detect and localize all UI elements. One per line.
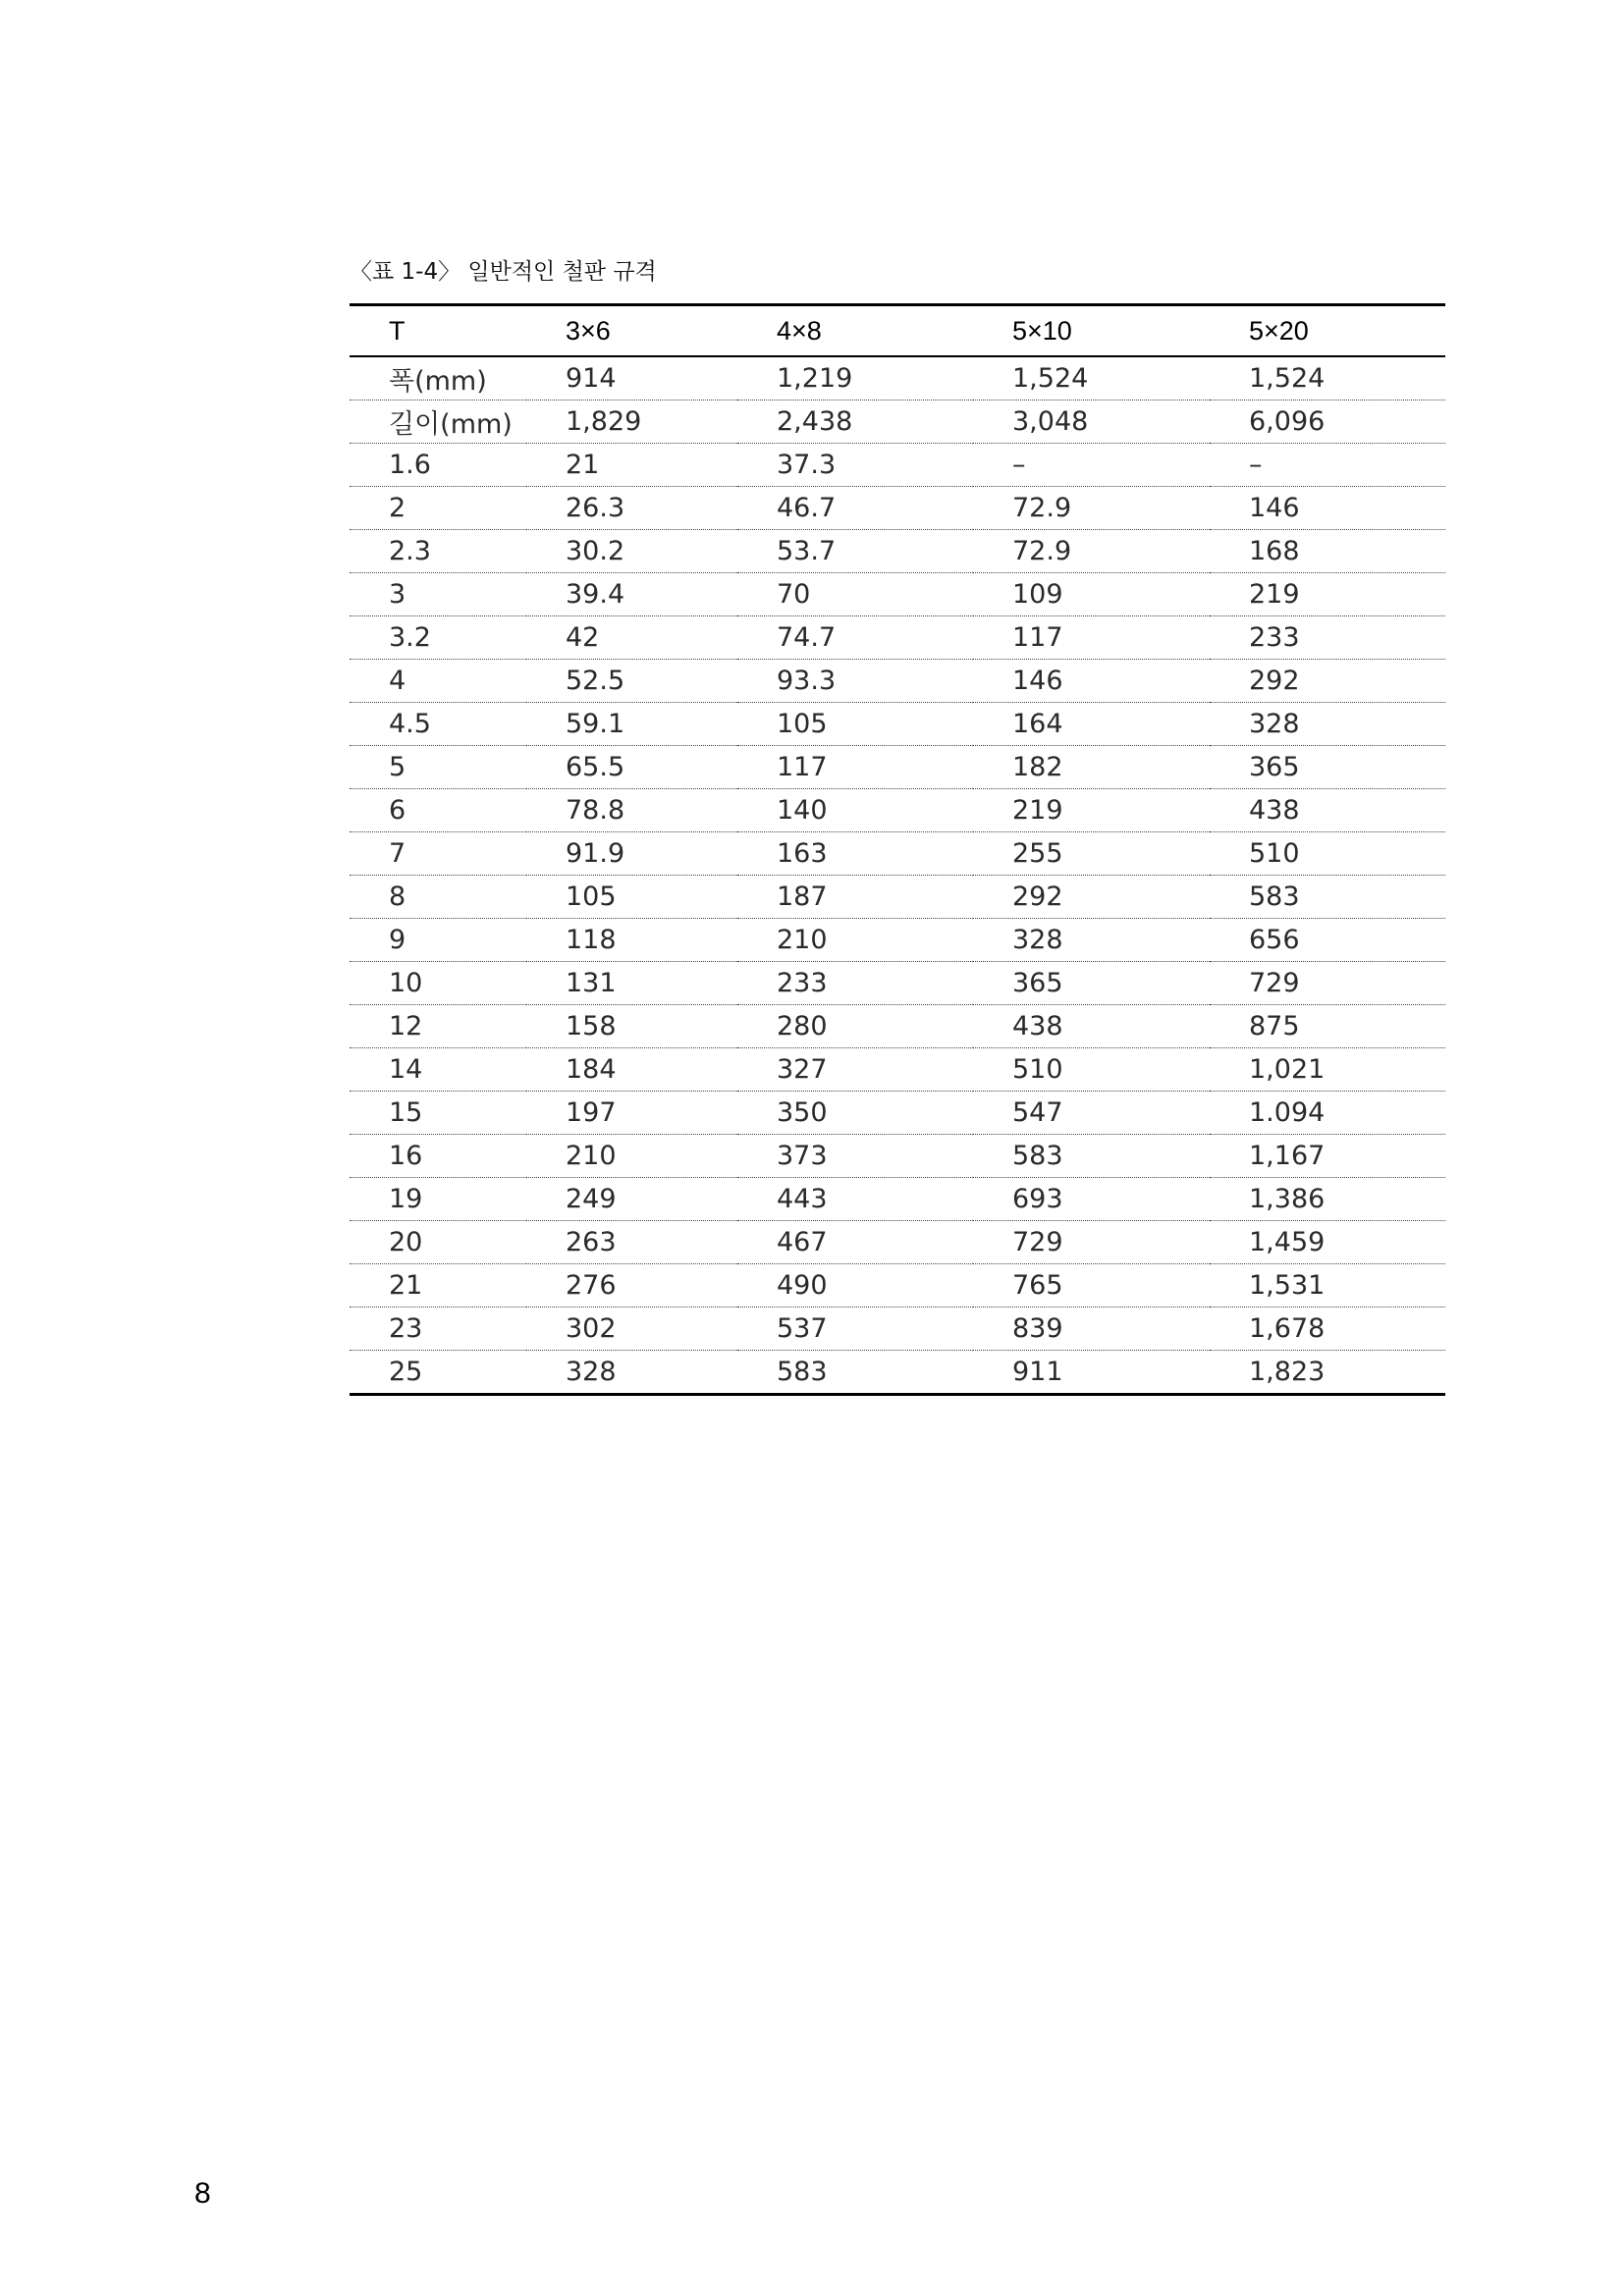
row-label-cell: 9 [389, 925, 406, 955]
row-label-cell: 5 [389, 752, 406, 782]
table-header-row [350, 305, 1445, 357]
table-cell: 276 [566, 1270, 617, 1301]
column-header: 4×8 [777, 315, 822, 346]
table-cell: 1,167 [1249, 1141, 1326, 1171]
table-cell: 365 [1249, 752, 1300, 782]
table-cell: 72.9 [1012, 536, 1072, 566]
table-cell: 91.9 [566, 838, 625, 869]
table-cell: 219 [1249, 579, 1300, 610]
row-label-cell: 21 [389, 1270, 423, 1301]
table-cell: 350 [777, 1097, 828, 1128]
table-row [350, 703, 1445, 746]
table-cell: 117 [1012, 622, 1063, 653]
table-row [350, 444, 1445, 487]
column-header: 5×20 [1249, 315, 1309, 346]
table-cell: 1,524 [1012, 363, 1089, 394]
table-cell: 1,219 [777, 363, 853, 394]
table-cell: 583 [1249, 881, 1300, 912]
table-cell: 93.3 [777, 666, 837, 696]
table-cell: 1,386 [1249, 1184, 1326, 1214]
column-header: T [389, 315, 406, 346]
column-header: 5×10 [1012, 315, 1072, 346]
row-label-cell: 4.5 [389, 709, 431, 739]
table-cell: 292 [1249, 666, 1300, 696]
table-cell: 70 [777, 579, 811, 610]
table-cell: 365 [1012, 968, 1063, 998]
table-cell: 1,829 [566, 406, 642, 437]
table-cell: 328 [1249, 709, 1300, 739]
table-cell: 131 [566, 968, 617, 998]
row-label-cell: 16 [389, 1141, 423, 1171]
table-row [350, 1048, 1445, 1092]
row-label-cell: 19 [389, 1184, 423, 1214]
row-label-cell: 4 [389, 666, 406, 696]
table-cell: 105 [777, 709, 828, 739]
row-label-cell: 15 [389, 1097, 423, 1128]
table-cell: 26.3 [566, 493, 625, 523]
page-number: 8 [194, 2177, 211, 2210]
table-cell: 72.9 [1012, 493, 1072, 523]
table-cell: 219 [1012, 795, 1063, 826]
table-cell: 164 [1012, 709, 1063, 739]
table-cell: 328 [566, 1357, 617, 1387]
table-cell: 249 [566, 1184, 617, 1214]
table-cell: 6,096 [1249, 406, 1326, 437]
table-cell: 2,438 [777, 406, 853, 437]
row-label-cell: 3.2 [389, 622, 431, 653]
table-cell: 729 [1249, 968, 1300, 998]
table-cell: 197 [566, 1097, 617, 1128]
table-cell: 158 [566, 1011, 617, 1041]
table-cell: 583 [1012, 1141, 1063, 1171]
table-cell: 280 [777, 1011, 828, 1041]
table-row [350, 876, 1445, 919]
table-cell: – [1249, 450, 1263, 480]
table-cell: 914 [566, 363, 617, 394]
table-cell: 292 [1012, 881, 1063, 912]
table-caption: 〈표 1-4〉 일반적인 철판 규격 [350, 259, 657, 285]
table-cell: 1,678 [1249, 1313, 1326, 1344]
row-label-cell: 1.6 [389, 450, 431, 480]
table-row [350, 746, 1445, 789]
table-row [350, 832, 1445, 876]
table-cell: 467 [777, 1227, 828, 1257]
row-label-cell: 길이(mm) [389, 409, 513, 440]
table-cell: 729 [1012, 1227, 1063, 1257]
table-cell: 78.8 [566, 795, 625, 826]
column-header: 3×6 [566, 315, 611, 346]
table-row [350, 356, 1445, 400]
table-cell: 74.7 [777, 622, 837, 653]
table-cell: 42 [566, 622, 600, 653]
table-cell: 911 [1012, 1357, 1063, 1387]
table-row [350, 1092, 1445, 1135]
table-cell: 21 [566, 450, 600, 480]
row-label-cell: 25 [389, 1357, 423, 1387]
table-row [350, 616, 1445, 660]
table-cell: 875 [1249, 1011, 1300, 1041]
row-label-cell: 7 [389, 838, 406, 869]
row-label-cell: 8 [389, 881, 406, 912]
table-cell: 53.7 [777, 536, 837, 566]
table-row [350, 573, 1445, 616]
table-cell: 490 [777, 1270, 828, 1301]
table-cell: 117 [777, 752, 828, 782]
table-cell: 1,459 [1249, 1227, 1326, 1257]
table-cell: 118 [566, 925, 617, 955]
table-cell: 168 [1249, 536, 1300, 566]
table-cell: 65.5 [566, 752, 625, 782]
table-cell: 146 [1012, 666, 1063, 696]
table-cell: 233 [1249, 622, 1300, 653]
steel-plate-spec-table [350, 303, 1445, 1396]
table-cell: 510 [1249, 838, 1300, 869]
table-cell: 1,531 [1249, 1270, 1326, 1301]
table-cell: 59.1 [566, 709, 625, 739]
table-row [350, 1221, 1445, 1264]
table-cell: 302 [566, 1313, 617, 1344]
table-cell: 1.094 [1249, 1097, 1326, 1128]
table-cell: 537 [777, 1313, 828, 1344]
row-label-cell: 14 [389, 1054, 423, 1085]
table-cell: 39.4 [566, 579, 625, 610]
table-cell: 510 [1012, 1054, 1063, 1085]
table-cell: 163 [777, 838, 828, 869]
row-label-cell: 2 [389, 493, 406, 523]
table-cell: 255 [1012, 838, 1063, 869]
table-cell: 443 [777, 1184, 828, 1214]
row-label-cell: 12 [389, 1011, 423, 1041]
table-cell: 327 [777, 1054, 828, 1085]
table-cell: 765 [1012, 1270, 1063, 1301]
table-cell: – [1012, 450, 1026, 480]
table-row [350, 487, 1445, 530]
table-row [350, 530, 1445, 573]
table-cell: 438 [1249, 795, 1300, 826]
table-cell: 146 [1249, 493, 1300, 523]
table-cell: 1,021 [1249, 1054, 1326, 1085]
table-cell: 1,823 [1249, 1357, 1326, 1387]
row-label-cell: 2.3 [389, 536, 431, 566]
row-label-cell: 폭(mm) [389, 366, 487, 397]
row-label-cell: 3 [389, 579, 406, 610]
table-cell: 263 [566, 1227, 617, 1257]
table-cell: 46.7 [777, 493, 837, 523]
table-cell: 547 [1012, 1097, 1063, 1128]
table-cell: 839 [1012, 1313, 1063, 1344]
table-cell: 52.5 [566, 666, 625, 696]
table-row [350, 1351, 1445, 1395]
table-cell: 3,048 [1012, 406, 1089, 437]
table-cell: 373 [777, 1141, 828, 1171]
table-cell: 187 [777, 881, 828, 912]
table-row [350, 1178, 1445, 1221]
table-cell: 140 [777, 795, 828, 826]
table-cell: 656 [1249, 925, 1300, 955]
table-row [350, 1308, 1445, 1351]
table-cell: 182 [1012, 752, 1063, 782]
steel-plate-spec-table-container [350, 303, 1445, 1396]
table-row [350, 962, 1445, 1005]
table-cell: 109 [1012, 579, 1063, 610]
table-body [350, 356, 1445, 1395]
table-cell: 105 [566, 881, 617, 912]
table-row [350, 1135, 1445, 1178]
table-row [350, 1005, 1445, 1048]
table-cell: 233 [777, 968, 828, 998]
table-row [350, 789, 1445, 832]
table-cell: 37.3 [777, 450, 837, 480]
row-label-cell: 23 [389, 1313, 423, 1344]
table-row [350, 919, 1445, 962]
table-row [350, 660, 1445, 703]
table-cell: 583 [777, 1357, 828, 1387]
table-cell: 693 [1012, 1184, 1063, 1214]
row-label-cell: 6 [389, 795, 406, 826]
table-cell: 1,524 [1249, 363, 1326, 394]
row-label-cell: 10 [389, 968, 423, 998]
table-cell: 30.2 [566, 536, 625, 566]
table-cell: 184 [566, 1054, 617, 1085]
table-cell: 438 [1012, 1011, 1063, 1041]
table-cell: 328 [1012, 925, 1063, 955]
row-label-cell: 20 [389, 1227, 423, 1257]
table-cell: 210 [777, 925, 828, 955]
table-row [350, 400, 1445, 444]
table-row [350, 1264, 1445, 1308]
table-cell: 210 [566, 1141, 617, 1171]
